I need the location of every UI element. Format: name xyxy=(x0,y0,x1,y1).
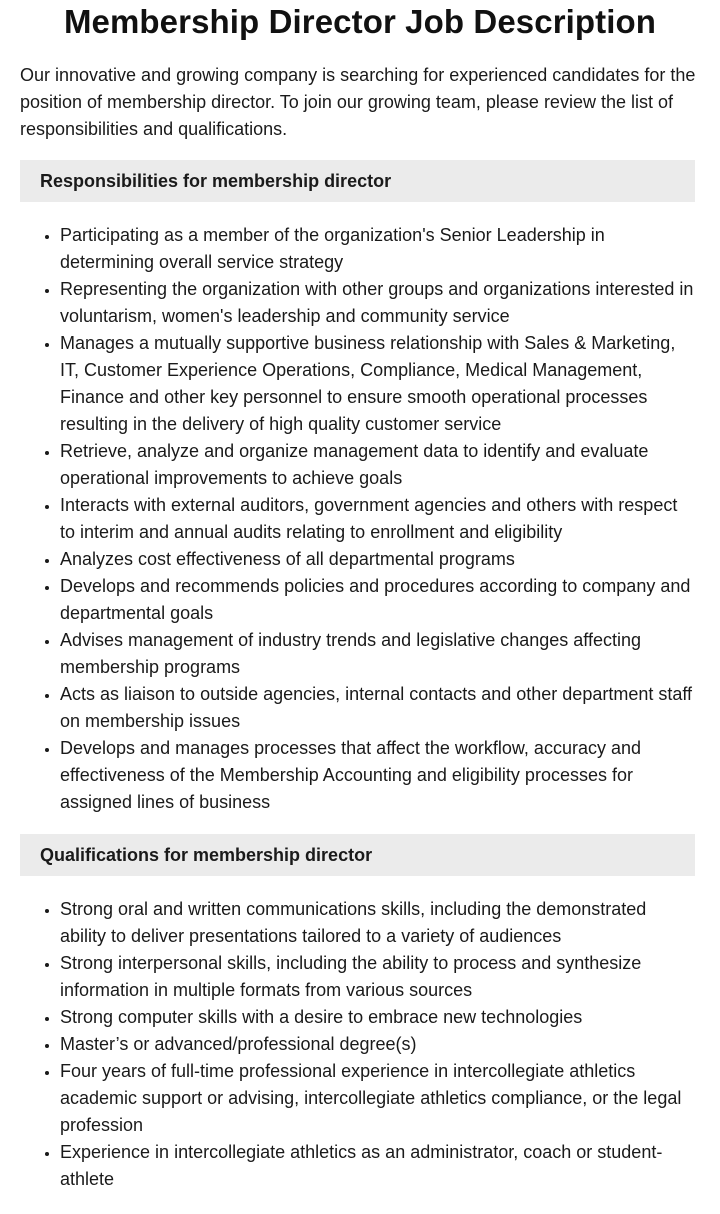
responsibilities-heading: Responsibilities for membership director xyxy=(20,160,695,202)
list-item: • Strong interpersonal skills, including the ability to process and synthesize information in multiple formats from various sources xyxy=(60,950,695,1004)
list-item: • Four years of full-time professional experience in intercollegiate athletics academic support or advising, intercollegiate athletics compliance, or the legal profession xyxy=(60,1058,695,1139)
page-title: Membership Director Job Description xyxy=(63,3,657,40)
list-item: • Advises management of industry trends and legislative changes affecting membership programs xyxy=(60,627,695,681)
list-item: • Develops and manages processes that affect the workflow, accuracy and effectiveness of the Membership Accounting and eligibility processes for assigned lines of business xyxy=(60,735,695,816)
responsibilities-list xyxy=(20,222,695,816)
list-item: • Retrieve, analyze and organize management data to identify and evaluate operational improvements to achieve goals xyxy=(60,438,695,492)
list-item: • Strong computer skills with a desire to embrace new technologies xyxy=(60,1004,695,1031)
qualifications-list xyxy=(20,896,695,1193)
qualifications-heading: Qualifications for membership director xyxy=(20,834,695,876)
list-item: • Strong oral and written communications skills, including the demonstrated ability to deliver presentations tailored to a variety of audiences xyxy=(60,896,695,950)
list-item: • Participating as a member of the organization's Senior Leadership in determining overall service strategy xyxy=(60,222,695,276)
list-item: • Acts as liaison to outside agencies, internal contacts and other department staff on membership issues xyxy=(60,681,695,735)
list-item: • Experience in intercollegiate athletics as an administrator, coach or student-athlete xyxy=(60,1139,695,1193)
list-item: • Master’s or advanced/professional degree(s) xyxy=(60,1031,695,1058)
list-item: • Representing the organization with other groups and organizations interested in voluntarism, women's leadership and community service xyxy=(60,276,695,330)
intro-paragraph: Our innovative and growing company is searching for experienced candidates for the position of membership director. To join our growing team, please review the list of responsibilities and qualifications. xyxy=(20,65,696,139)
list-item: • Manages a mutually supportive business relationship with Sales & Marketing, IT, Customer Experience Operations, Compliance, Medical Management, Finance and other key personnel to ensure smooth operational processes resulting in the delivery of high quality customer service xyxy=(60,330,695,438)
list-item: • Analyzes cost effectiveness of all departmental programs xyxy=(60,546,695,573)
list-item: • Interacts with external auditors, government agencies and others with respect to interim and annual audits relating to enrollment and eligibility xyxy=(60,492,695,546)
list-item: • Develops and recommends policies and procedures according to company and departmental goals xyxy=(60,573,695,627)
